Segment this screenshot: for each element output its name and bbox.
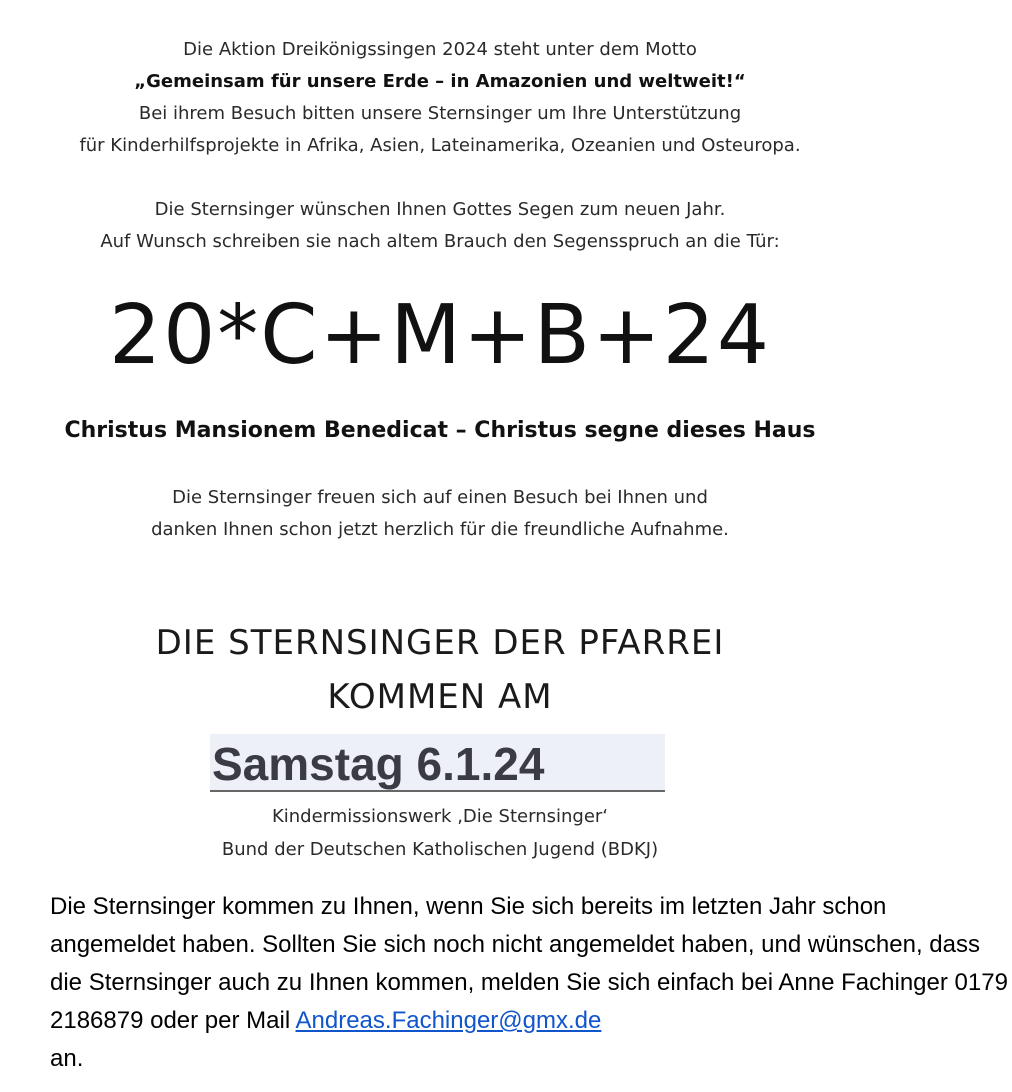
intro-section	[0, 34, 880, 162]
visit-heading-line: DIE STERNSINGER DER PFARREI	[155, 623, 725, 663]
registration-text: Die Sternsinger kommen zu Ihnen, wenn Sie sich bereits im letzten Jahr schon angemeldet haben. Sollten Sie sich noch nicht angemeldet haben, und wünschen, dass die Sternsinger auch zu Ihnen kommen, melden Sie sich einfach bei Anne Fachinger 0179 2186879 oder per Mail	[50, 893, 1008, 1034]
blessing-line: Die Sternsinger wünschen Ihnen Gottes Segen zum neuen Jahr.	[154, 199, 726, 220]
organizations-section	[0, 800, 880, 866]
visit-heading-line: KOMMEN AM	[327, 677, 553, 717]
intro-line: Die Aktion Dreikönigssingen 2024 steht unter dem Motto	[183, 39, 697, 60]
blessing-translation: Christus Mansionem Benedicat – Christus segne dieses Haus	[64, 418, 816, 443]
blessing-formula: 20*C+M+B+24	[108, 288, 772, 383]
organization-name: Kindermissionswerk ‚Die Sternsinger‘	[271, 806, 609, 827]
blessing-intro-section	[0, 194, 880, 258]
visit-date: Samstag 6.1.24	[212, 738, 545, 790]
motto-text: „Gemeinsam für unsere Erde – in Amazonien und weltweit!“	[134, 71, 746, 92]
thanks-line: Die Sternsinger freuen sich auf einen Besuch bei Ihnen und	[172, 487, 708, 508]
visit-heading	[0, 616, 880, 724]
blessing-line: Auf Wunsch schreiben sie nach altem Brauch den Segensspruch an die Tür:	[100, 231, 780, 252]
registration-info	[50, 888, 1010, 1078]
registration-text-end: an.	[50, 1045, 84, 1072]
intro-line: für Kinderhilfsprojekte in Afrika, Asien, Lateinamerika, Ozeanien und Osteuropa.	[79, 135, 801, 156]
intro-line: Bei ihrem Besuch bitten unsere Sternsinger um Ihre Unterstützung	[138, 103, 742, 124]
organization-name: Bund der Deutschen Katholischen Jugend (BDKJ)	[221, 839, 659, 860]
thanks-section	[0, 482, 880, 546]
thanks-line: danken Ihnen schon jetzt herzlich für die freundliche Aufnahme.	[151, 519, 729, 540]
email-link[interactable]: Andreas.Fachinger@gmx.de	[295, 1007, 602, 1034]
